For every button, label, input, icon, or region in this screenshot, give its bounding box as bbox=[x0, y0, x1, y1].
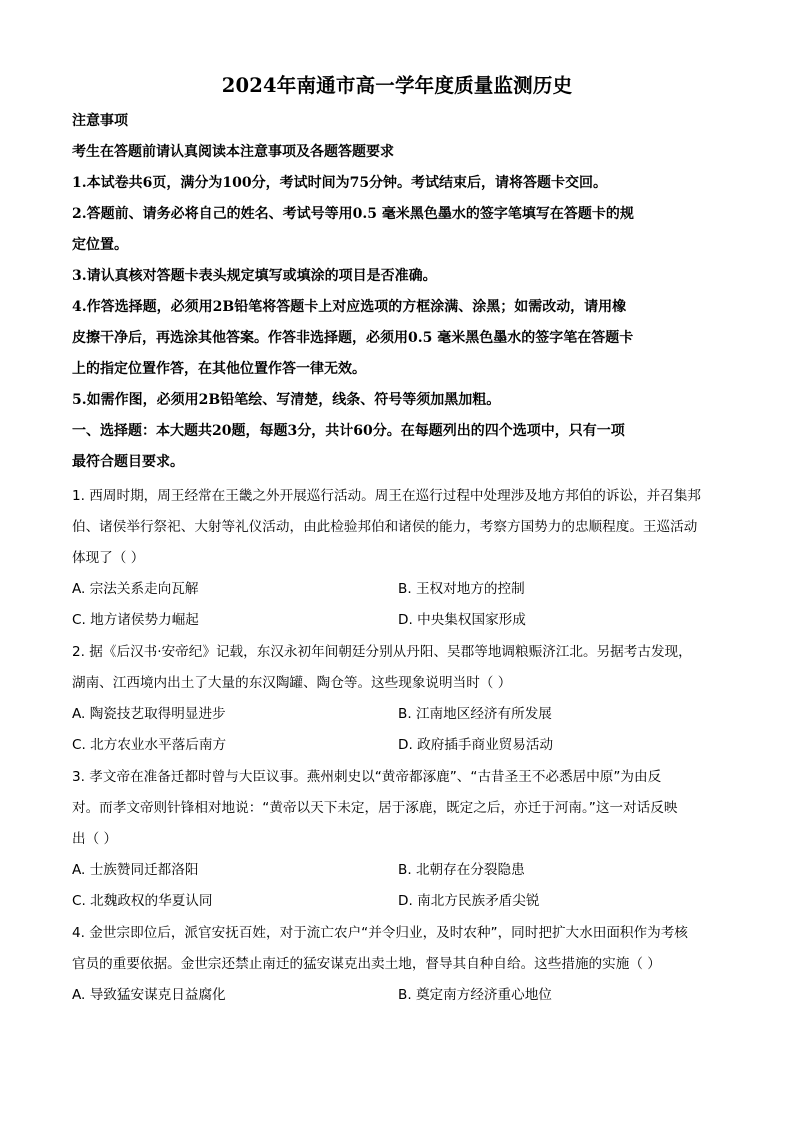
notice-item-4-line-3: 上的指定位置作答，在其他位置作答一律无效。 bbox=[72, 361, 366, 377]
notice-item-4-line-2: 皮擦干净后，再选涂其他答案。作答非选择题，必须用0.5 毫米黑色墨水的签字笔在答题卡 bbox=[72, 330, 634, 346]
notice-item-4-line-1: 4.作答选择题，必须用2B铅笔将答题卡上对应选项的方框涂满、涂黑；如需改动，请用橡 bbox=[72, 299, 627, 315]
question-1-option-a: A. 宗法关系走向瓦解 bbox=[72, 581, 199, 597]
question-1-line-3: 体现了（ ） bbox=[72, 550, 145, 566]
question-2-option-b: B. 江南地区经济有所发展 bbox=[398, 706, 552, 722]
question-1-option-d: D. 中央集权国家形成 bbox=[398, 612, 526, 628]
notice-heading: 注意事项 bbox=[72, 113, 128, 129]
notice-item-1: 1.本试卷共6页，满分为100分，考试时间为75分钟。考试结束后，请将答题卡交回。 bbox=[72, 175, 608, 191]
question-3-line-2: 对。而孝文帝则针锋相对地说：“黄帝以天下未定，居于涿鹿，既定之后，亦迁于河南。”这一对话反映 bbox=[72, 800, 678, 816]
question-3-option-c: C. 北魏政权的华夏认同 bbox=[72, 893, 213, 909]
question-2-option-d: D. 政府插手商业贸易活动 bbox=[398, 737, 554, 753]
question-2-option-c: C. 北方农业水平落后南方 bbox=[72, 737, 227, 753]
question-3-option-b: B. 北朝存在分裂隐患 bbox=[398, 862, 525, 878]
question-1-option-b: B. 王权对地方的控制 bbox=[398, 581, 525, 597]
notice-item-5: 5.如需作图，必须用2B铅笔绘、写清楚，线条、符号等须加黑加粗。 bbox=[72, 392, 501, 408]
question-1-line-1: 1. 西周时期，周王经常在王畿之外开展巡行活动。周王在巡行过程中处理涉及地方邦伯的诉讼，并召集邦 bbox=[72, 488, 702, 504]
notice-item-2-line-2: 定位置。 bbox=[72, 237, 128, 253]
section-heading-line-2: 最符合题目要求。 bbox=[72, 454, 184, 470]
notice-intro: 考生在答题前请认真阅读本注意事项及各题答题要求 bbox=[72, 144, 394, 160]
question-3-line-3: 出（ ） bbox=[72, 831, 118, 847]
question-4-line-2: 官员的重要依据。金世宗还禁止南迁的猛安谋克出卖土地，督导其自种自给。这些措施的实施（ ） bbox=[72, 956, 661, 972]
question-2-line-2: 湖南、江西境内出土了大量的东汉陶罐、陶仓等。这些现象说明当时（ ） bbox=[72, 675, 512, 691]
notice-item-3: 3.请认真核对答题卡表头规定填写或填涂的项目是否准确。 bbox=[72, 268, 437, 284]
notice-item-2-line-1: 2.答题前、请务必将自己的姓名、考试号等用0.5 毫米黑色墨水的签字笔填写在答题卡的规 bbox=[72, 206, 634, 222]
question-2-line-1: 2. 据《后汉书·安帝纪》记载，东汉永初年间朝廷分别从丹阳、吴郡等地调粮赈济江北。另据考古发现， bbox=[72, 644, 692, 660]
question-1-line-2: 伯、诸侯举行祭祀、大射等礼仪活动，由此检验邦伯和诸侯的能力，考察方国势力的忠顺程度。王巡活动 bbox=[72, 519, 698, 535]
question-3-option-a: A. 士族赞同迁都洛阳 bbox=[72, 862, 199, 878]
question-3-line-1: 3. 孝文帝在准备迁都时曾与大臣议事。燕州刺史以“黄帝都涿鹿”、“古昔圣王不必悉居中原”为由反 bbox=[72, 769, 662, 785]
question-4-option-a: A. 导致猛安谋克日益腐化 bbox=[72, 987, 226, 1003]
question-2-option-a: A. 陶瓷技艺取得明显进步 bbox=[72, 706, 226, 722]
question-4-line-1: 4. 金世宗即位后，派官安抚百姓，对于流亡农户“并令归业，及时农种”，同时把扩大水田面积作为考核 bbox=[72, 925, 688, 941]
page-title: 2024年南通市高一学年度质量监测历史 bbox=[221, 74, 573, 97]
question-3-option-d: D. 南北方民族矛盾尖锐 bbox=[398, 893, 540, 909]
question-4-option-b: B. 奠定南方经济重心地位 bbox=[398, 987, 552, 1003]
section-heading-line-1: 一、选择题：本大题共20题，每题3分，共计60分。在每题列出的四个选项中，只有一项 bbox=[72, 423, 625, 439]
question-1-option-c: C. 地方诸侯势力崛起 bbox=[72, 612, 199, 628]
